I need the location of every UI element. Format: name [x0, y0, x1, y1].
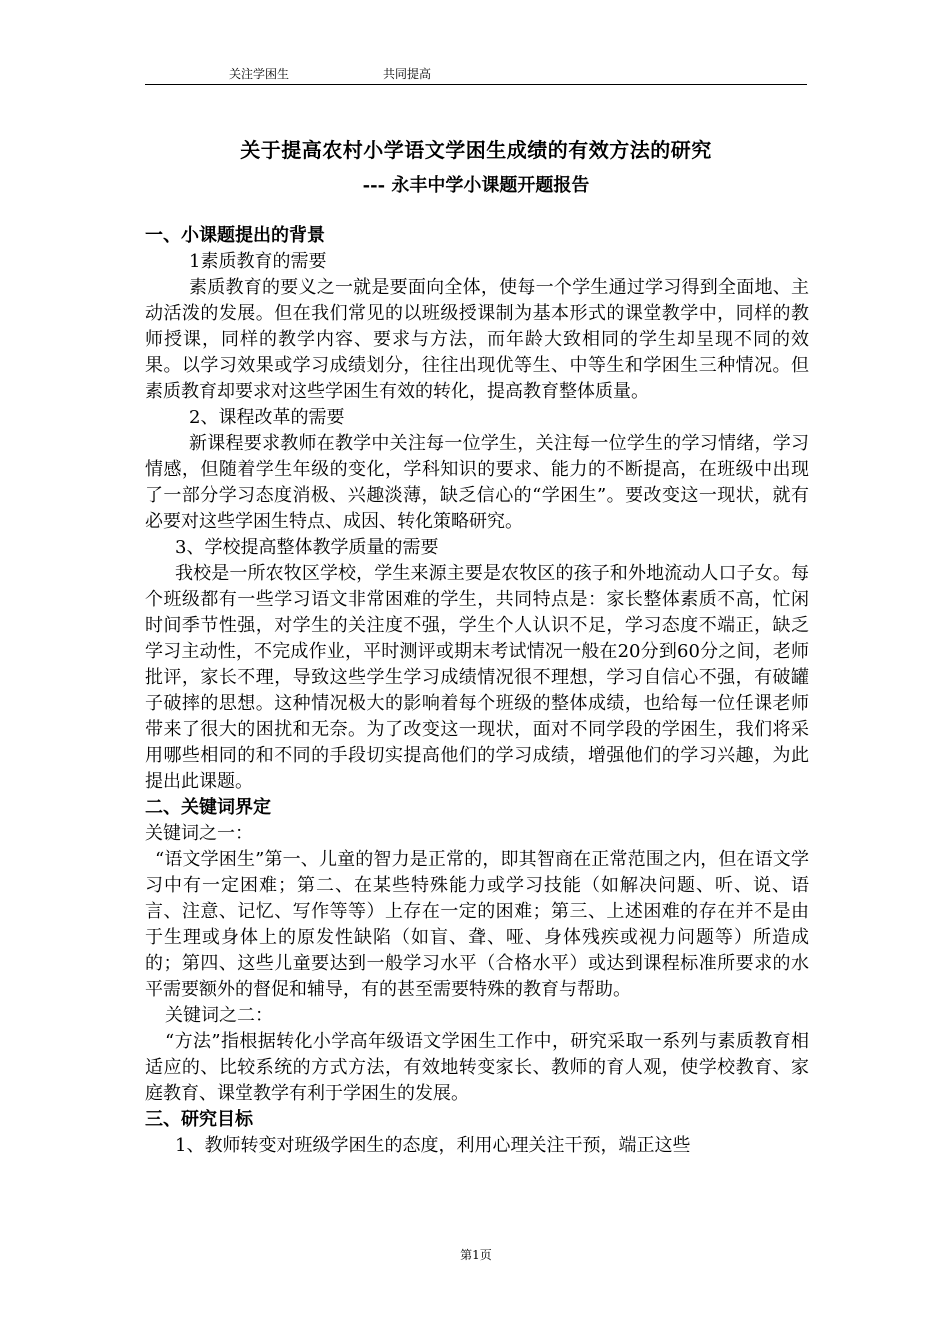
paragraph-1-1: 素质教育的要义之一就是要面向全体，使每一个学生通过学习得到全面地、主动活泼的发展。但在我们常见的以班级授课制为基本形式的课堂教学中，同样的教师授课，同样的教学内容、要求与方法，而年龄大致相同的学生却呈现不同的效果。以学习效果或学习成绩划分，往往出现优等生、中等生和学困生三种情况。但素质教育却要求对这些学困生有效的转化，提高教育整体质量。 [145, 277, 809, 402]
keyword-2-definition: “方法”指根据转化小学高年级语文学困生工作中，研究采取一系列与素质教育相适应的、比较系统的方式方法，有效地转变家长、教师的育人观，使学校教育、家庭教育、课堂教学有利于学困生的发展。 [145, 1031, 809, 1104]
section-heading-1: 一、小课题提出的背景 [145, 225, 325, 246]
document-title: 关于提高农村小学语文学困生成绩的有效方法的研究 [240, 138, 712, 162]
keyword-2-label: 关键词之二： [165, 1005, 273, 1026]
keyword-1-label: 关键词之一： [145, 823, 253, 844]
paragraph-1-2: 新课程要求教师在教学中关注每一位学生，关注每一位学生的学习情绪，学习情感，但随着学生年级的变化，学科知识的要求、能力的不断提高，在班级中出现了一部分学习态度消极、兴趣淡薄，缺乏信心的“学困生”。要改变这一现状，就有必要对这些学困生特点、成因、转化策略研究。 [145, 433, 809, 532]
subheading-1-3: 3、学校提高整体教学质量的需要 [175, 537, 439, 558]
section-heading-3: 三、研究目标 [145, 1109, 253, 1130]
section-heading-2: 二、关键词界定 [145, 797, 271, 818]
paragraph-1-3: 我校是一所农牧区学校，学生来源主要是农牧区的孩子和外地流动人口子女。每个班级都有一些学习语文非常困难的学生，共同特点是：家长整体素质不高，忙闲时间季节性强，对学生的关注度不强，学生个人认识不足，学习态度不端正，缺乏学习主动性，不完成作业，平时测评或期末考试情况一般在20分到60分之间，老师批评，家长不理，导致这些学生学习成绩情况很不理想，学习自信心不强，有破罐子破摔的思想。这种情况极大的影响着每个班级的整体成绩，也给每一位任课老师带来了很大的困扰和无奈。为了改变这一现状，面对不同学段的学困生，我们将采用哪些相同的和不同的手段切实提高他们的学习成绩，增强他们的学习兴趣，为此提出此课题。 [145, 563, 809, 792]
header-right-text: 共同提高 [383, 67, 432, 81]
page-number: 第1页 [460, 1248, 492, 1262]
page-header [145, 66, 807, 85]
header-left-text: 关注学困生 [229, 67, 290, 81]
subheading-1-2: 2、课程改革的需要 [189, 407, 345, 428]
keyword-1-definition: “语文学困生”第一、儿童的智力是正常的，即其智商在正常范围之内，但在语文学习中有一定困难；第二、在某些特殊能力或学习技能（如解决问题、听、说、语言、注意、记忆、写作等等）上存在一定的困难；第三、上述困难的存在并不是由于生理或身体上的原发性缺陷（如盲、聋、哑、身体残疾或视力问题等）所造成的；第四、这些儿童要达到一般学习水平（合格水平）或达到课程标准所要求的水平需要额外的督促和辅导，有的甚至需要特殊的教育与帮助。 [145, 849, 809, 1000]
document-body [145, 223, 809, 1159]
goal-item-1: 1、教师转变对班级学困生的态度，利用心理关注干预，端正这些 [175, 1135, 691, 1156]
subheading-1-1: 1素质教育的需要 [189, 251, 327, 272]
document-subtitle: --- 永丰中学小课题开题报告 [362, 175, 590, 196]
